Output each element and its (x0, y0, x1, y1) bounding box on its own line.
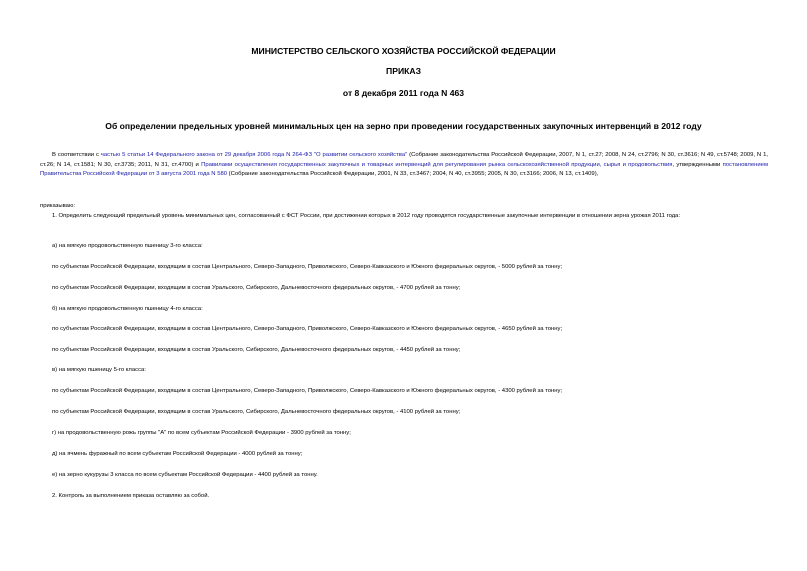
intro-text-4: (Собрание законодательства Российской Федерации, 2001, N 33, ст.3467; 2004, N 40, ст.3955; 2005, N 30, ст.3166; 2006, N 13, ст.1409), (227, 171, 599, 178)
subitem-b1: по субъектам Российской Федерации, входящим в состав Центрального, Северо-Западного, Приволжского, Северо-Кавказского и Южного федеральных округов, - 4650 рублей за тонну; (52, 326, 563, 332)
ministry-heading: МИНИСТЕРСТВО СЕЛЬСКОГО ХОЗЯЙСТВА РОССИЙСКОЙ ФЕДЕРАЦИИ (251, 46, 556, 56)
intro-text-3: , утвержденными (672, 161, 723, 168)
law-link[interactable]: частью 5 статьи 14 Федерального закона от 29 декабря 2006 года N 264-ФЗ "О развитии сельского хозяйства" (100, 152, 408, 158)
rules-link[interactable]: Правилами осуществления государственных закупочных и товарных интервенций для регулирования рынка сельскохозяйственной продукции, сырья и продовольствия (201, 161, 673, 168)
subitem-c: в) на мягкую пшеницу 5-го класса: (52, 367, 146, 373)
subitem-a: а) на мягкую продовольственную пшеницу 3-го класса: (52, 243, 203, 249)
orders-line: приказываю: (40, 203, 76, 209)
item-1: 1. Определить следующий предельный уровень минимальных цен, согласованный с ФСТ России, при достижении которых в 2012 году проводятся государственные закупочные интервенции в отношении зерна урожая 2011 года: (52, 213, 681, 219)
intro-text-1: В соответствии с (52, 152, 101, 158)
subitem-f: е) на зерно кукурузы 3 класса по всем субъектам Российской Федерации - 4400 рублей за тонну. (52, 472, 318, 478)
item-2: 2. Контроль за выполнением приказа оставляю за собой. (52, 493, 210, 499)
document-title: Об определении предельных уровней минимальных цен на зерно при проведении государственных закупочных интервенций в 2012 году (105, 121, 702, 131)
subitem-c2: по субъектам Российской Федерации, входящим в состав Уральского, Сибирского, Дальневосточного федеральных округов, - 4100 рублей за тонну; (52, 409, 461, 415)
resolution-link[interactable]: постановлением Правительства Российской Федерации от 3 августа 2001 года N 580 (40, 161, 768, 178)
subitem-b: б) на мягкую продовольственную пшеницу 4-го класса: (52, 306, 203, 312)
subitem-b2: по субъектам Российской Федерации, входящим в состав Уральского, Сибирского, Дальневосточного федеральных округов, - 4450 рублей за тонну; (52, 347, 461, 353)
subitem-e: д) на ячмень фуражный по всем субъектам Российской Федерации - 4000 рублей за тонну; (52, 451, 303, 457)
subitem-d: г) на продовольственную рожь группы "А" по всем субъектам Российской Федерации - 3900 рублей за тонну; (52, 430, 351, 436)
intro-text-2: (Собрание законодательства Российской Федерации, 2007, N 1, ст.27; 2008, N 24, ст.2796; N 30, ст.3616; N 49, ст.5748; 2009, N 1, ст.26; N 14, ст.1581; N 30, ст.3735; 2011, N 31, ст.4700) и (40, 152, 768, 168)
date-number-heading: от 8 декабря 2011 года N 463 (342, 88, 465, 98)
doc-type-heading: ПРИКАЗ (386, 66, 421, 76)
subitem-a2: по субъектам Российской Федерации, входящим в состав Уральского, Сибирского, Дальневосточного федеральных округов, - 4700 рублей за тонну; (52, 285, 461, 291)
subitem-c1: по субъектам Российской Федерации, входящим в состав Центрального, Северо-Западного, Приволжского, Северо-Кавказского и Южного федеральных округов, - 4300 рублей за тонну; (52, 388, 563, 394)
intro-paragraph (40, 151, 768, 180)
subitem-a1: по субъектам Российской Федерации, входящим в состав Центрального, Северо-Западного, Приволжского, Северо-Кавказского и Южного федеральных округов, - 5000 рублей за тонну; (52, 264, 563, 270)
